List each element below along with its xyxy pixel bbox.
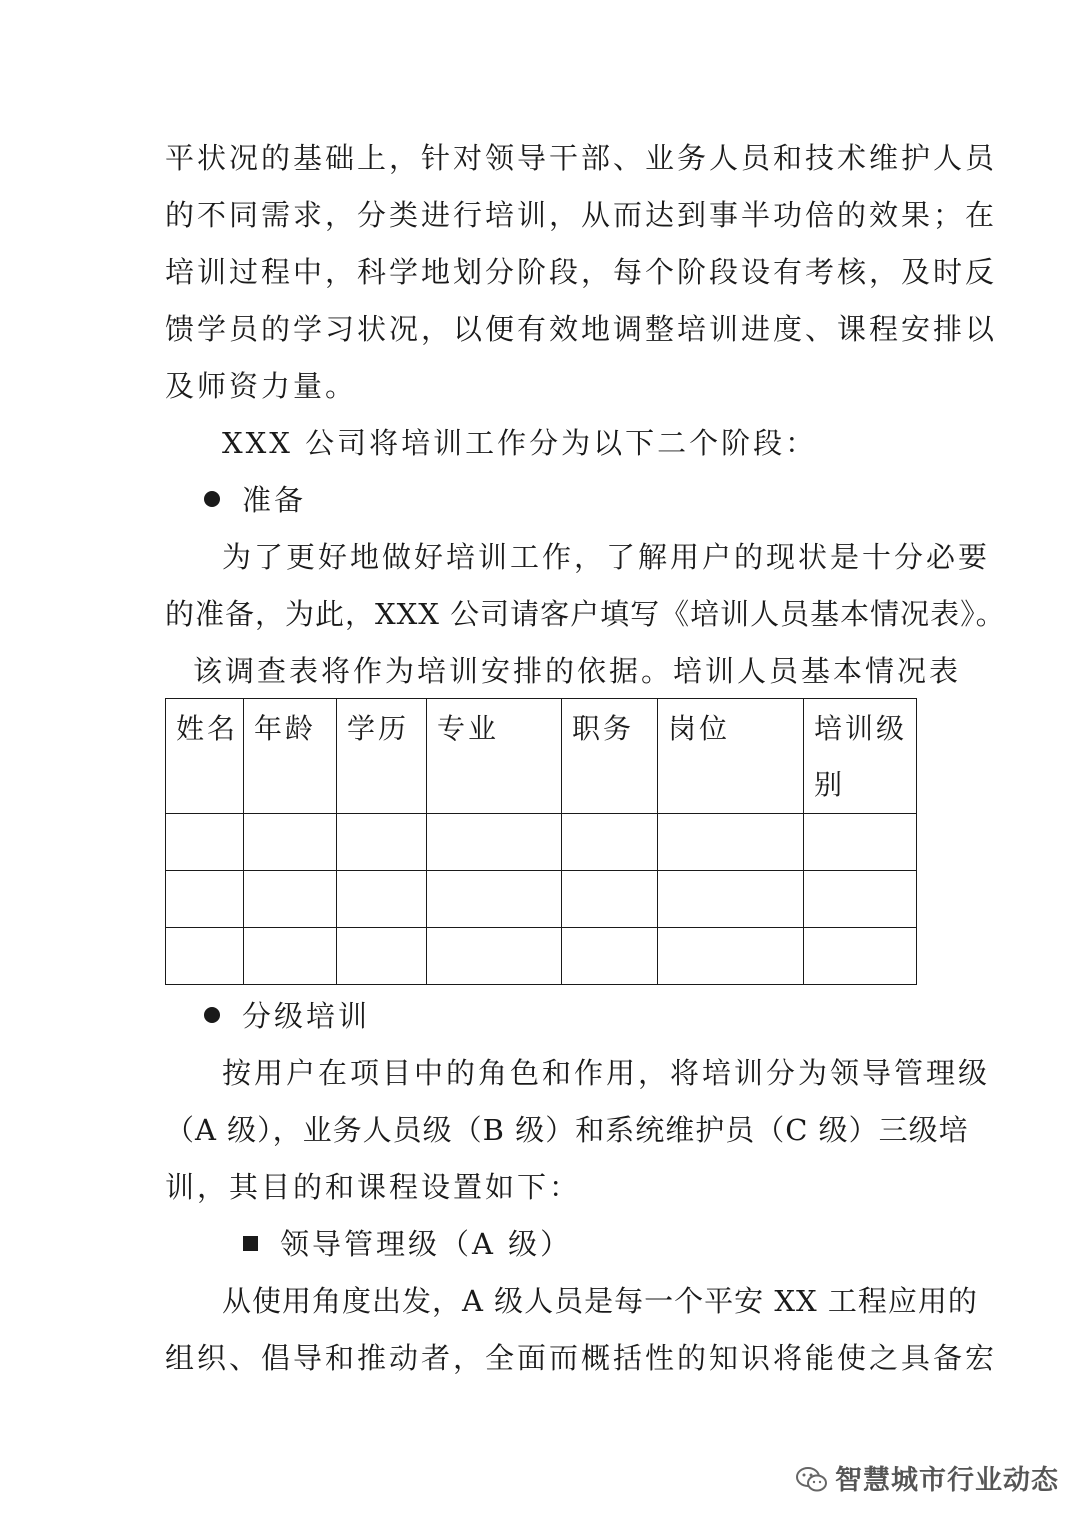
header-position: 岗位 — [658, 699, 804, 814]
grading-line-2: （A 级），业务人员级（B 级）和系统维护员（C 级）三级培 — [165, 1113, 969, 1147]
grading-line-3: 训，其目的和课程设置如下： — [165, 1170, 582, 1204]
table-row — [166, 928, 917, 985]
table-header-row — [166, 699, 917, 814]
watermark-text: 智慧城市行业动态 — [835, 1465, 1059, 1496]
header-education: 学历 — [337, 699, 427, 814]
intro-line-3: 培训过程中，科学地划分阶段，每个阶段设有考核，及时反 — [165, 255, 998, 289]
intro-line-1: 平状况的基础上，针对领导干部、业务人员和技术维护人员 — [165, 141, 998, 175]
wechat-icon — [795, 1465, 829, 1495]
a-line-2: 组织、倡导和推动者，全面而概括性的知识将能使之具备宏 — [165, 1341, 998, 1375]
grading-line-1: 按用户在项目中的角色和作用，将培训分为领导管理级 — [222, 1056, 991, 1090]
header-name: 姓名 — [166, 699, 244, 814]
bullet-dot-icon — [204, 491, 220, 507]
table-row — [166, 814, 917, 871]
bullet-grading-label: 分级培训 — [242, 999, 371, 1033]
trainee-info-table — [165, 698, 917, 985]
bullet-square-icon — [243, 1236, 258, 1251]
intro-line-5: 及师资力量。 — [165, 369, 358, 403]
sub-bullet-a — [243, 1224, 572, 1264]
intro-line-4: 馈学员的学习状况，以便有效地调整培训进度、课程安排以 — [165, 312, 998, 346]
header-title: 职务 — [562, 699, 658, 814]
stages-intro: XXX 公司将培训工作分为以下二个阶段： — [222, 426, 818, 460]
a-line-1: 从使用角度出发，A 级人员是每一个平安 XX 工程应用的 — [222, 1284, 978, 1318]
header-age: 年龄 — [244, 699, 337, 814]
table-row — [166, 871, 917, 928]
prepare-line-1: 为了更好地做好培训工作，了解用户的现状是十分必要 — [222, 540, 991, 574]
bullet-prepare-label: 准备 — [242, 483, 307, 517]
bullet-prepare — [204, 480, 306, 520]
bullet-grading — [204, 996, 370, 1036]
header-major: 专业 — [427, 699, 562, 814]
prepare-line-2: 的准备，为此，XXX 公司请客户填写《培训人员基本情况表》。 — [165, 597, 1006, 631]
prepare-line-3: 该调查表将作为培训安排的依据。培训人员基本情况表 — [193, 654, 962, 688]
watermark — [795, 1458, 1059, 1497]
sub-bullet-a-label: 领导管理级（A 级） — [280, 1227, 573, 1261]
intro-line-2: 的不同需求，分类进行培训，从而达到事半功倍的效果；在 — [165, 198, 998, 232]
bullet-dot-icon — [204, 1007, 220, 1023]
header-training-level: 培训级别 — [804, 699, 917, 814]
